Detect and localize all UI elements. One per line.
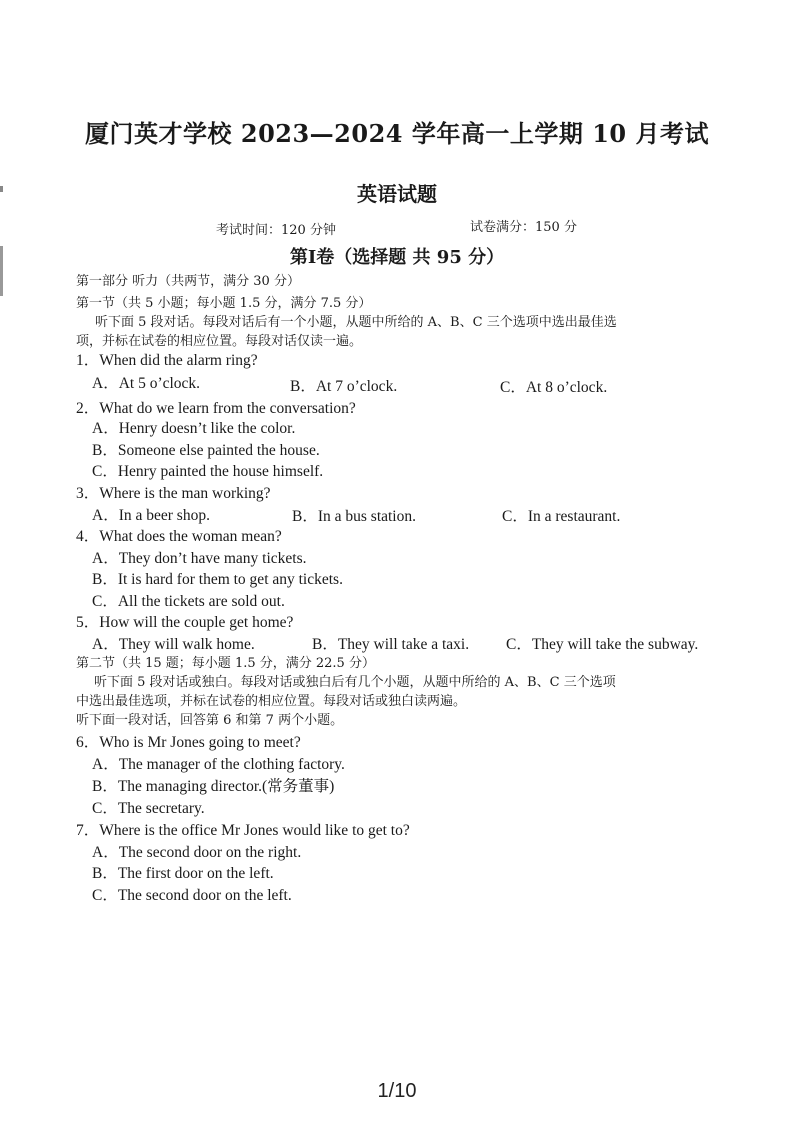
option: C．They will take the subway.: [506, 636, 699, 653]
passage-note: 听下面一段对话，回答第 6 和第 7 两个小题。: [76, 713, 344, 728]
exam-time: 考试时间：120 分钟: [216, 223, 336, 238]
option: A．The manager of the clothing factory.: [92, 756, 345, 773]
section2-instruction: 中选出最佳选项，并标在试卷的相应位置。每段对话或独白读两遍。: [76, 694, 467, 709]
option: C．Henry painted the house himself.: [92, 463, 324, 480]
option: A．At 5 o’clock.: [92, 375, 201, 392]
page-indicator: 1/10: [377, 1080, 417, 1102]
option: C．The secretary.: [92, 800, 205, 817]
option: A．The second door on the right.: [92, 844, 302, 861]
question-stem: 6．Who is Mr Jones going to meet?: [76, 734, 301, 751]
option: B．The first door on the left.: [92, 865, 274, 882]
option: A．They will walk home.: [92, 636, 255, 653]
section1-instruction: 听下面 5 段对话。每段对话后有一个小题，从题中所给的 A、B、C 三个选项中选出最佳选: [95, 315, 617, 330]
option: C．The second door on the left.: [92, 887, 292, 904]
option: B．In a bus station.: [292, 508, 416, 525]
option: C．All the tickets are sold out.: [92, 593, 285, 610]
question-stem: 4．What does the woman mean?: [76, 528, 282, 545]
option: A．They don’t have many tickets.: [92, 550, 307, 567]
section1-heading: 第一节（共 5 小题；每小题 1.5 分，满分 7.5 分）: [76, 296, 372, 311]
exam-title: 厦门英才学校 2023—2024 学年高一上学期 10 月考试: [85, 119, 709, 148]
option: A．In a beer shop.: [92, 507, 210, 524]
question-stem: 1．When did the alarm ring?: [76, 352, 258, 369]
option: B．At 7 o’clock.: [290, 378, 398, 395]
option: B．They will take a taxi.: [312, 636, 470, 653]
option: C．In a restaurant.: [502, 508, 621, 525]
question-stem: 3．Where is the man working?: [76, 485, 271, 502]
option: B．The managing director.(常务董事): [92, 778, 335, 795]
option: A．Henry doesn’t like the color.: [92, 420, 296, 437]
section1-instruction: 项，并标在试卷的相应位置。每段对话仅读一遍。: [76, 334, 363, 349]
volume-heading: 第Ⅰ卷（选择题 共 95 分）: [289, 247, 505, 268]
option: B．It is hard for them to get any tickets.: [92, 571, 343, 588]
option: B．Someone else painted the house.: [92, 442, 320, 459]
question-stem: 5．How will the couple get home?: [76, 614, 294, 631]
exam-full-score: 试卷满分：150 分: [470, 220, 577, 235]
section2-heading: 第二节（共 15 题；每小题 1.5 分，满分 22.5 分）: [76, 656, 375, 671]
question-stem: 2．What do we learn from the conversation?: [76, 400, 356, 417]
part1-heading: 第一部分 听力（共两节，满分 30 分）: [76, 274, 300, 289]
question-stem: 7．Where is the office Mr Jones would like to get to?: [76, 822, 410, 839]
section2-instruction: 听下面 5 段对话或独白。每段对话或独白后有几个小题，从题中所给的 A、B、C 三个选项: [94, 675, 616, 690]
option: C．At 8 o’clock.: [500, 379, 608, 396]
exam-subtitle: 英语试题: [357, 182, 437, 206]
